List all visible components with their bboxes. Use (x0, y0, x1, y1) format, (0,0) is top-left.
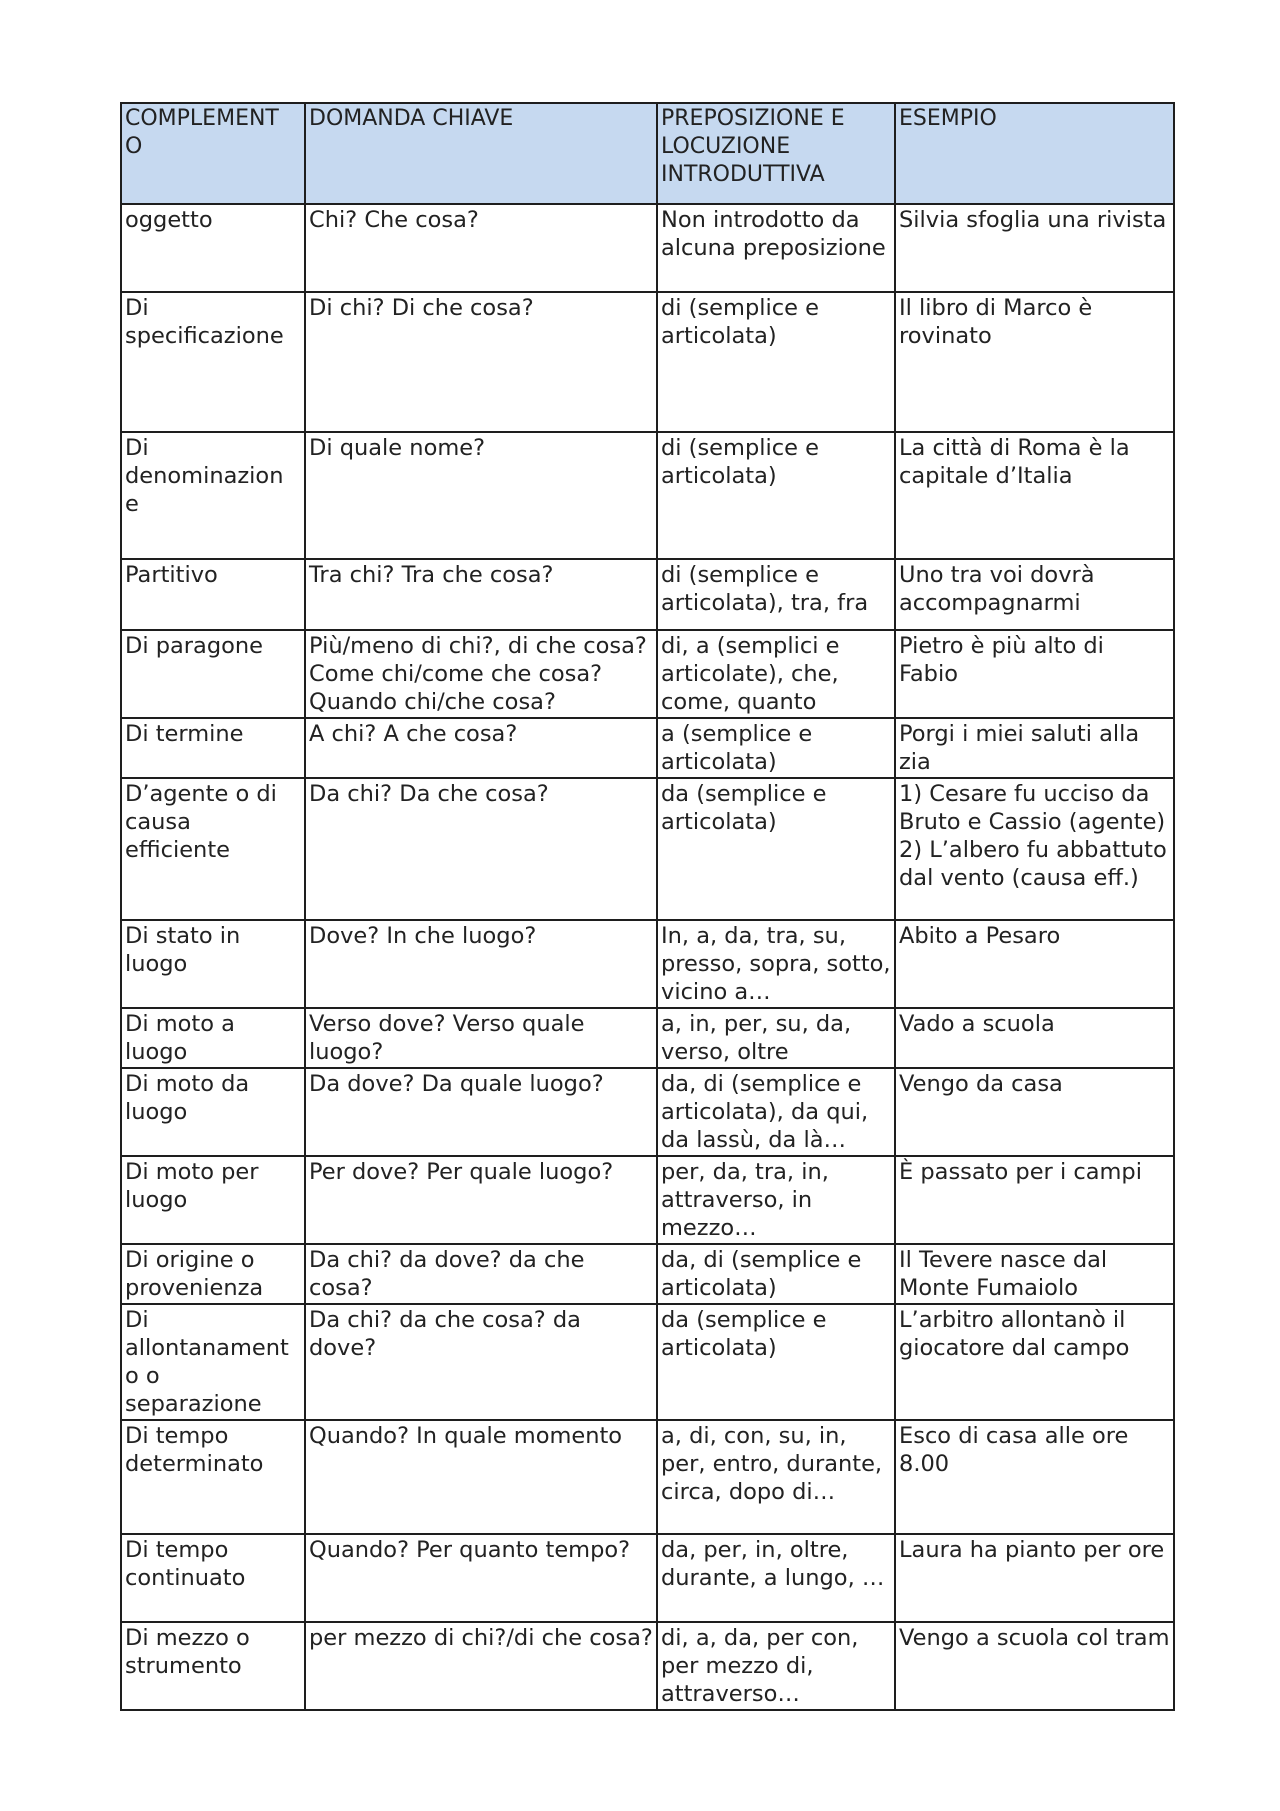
table-row (121, 718, 1174, 778)
table-row (121, 778, 1174, 920)
header-esempio: ESEMPIO (895, 103, 1174, 204)
cell-complemento: oggetto (121, 204, 305, 292)
cell-esempio: 1) Cesare fu ucciso da Bruto e Cassio (agente) 2) L’albero fu abbattuto dal vento (causa eff.) (895, 778, 1174, 920)
cell-preposizione: di, a (semplici e articolate), che, come, quanto (657, 630, 895, 718)
cell-complemento: Di origine o provenienza (121, 1244, 305, 1304)
cell-esempio: Vado a scuola (895, 1008, 1174, 1068)
cell-complemento: Di termine (121, 718, 305, 778)
cell-preposizione: da, di (semplice e articolata), da qui, da lassù, da là… (657, 1068, 895, 1156)
cell-esempio: Il libro di Marco è rovinato (895, 292, 1174, 432)
cell-esempio: Silvia sfoglia una rivista (895, 204, 1174, 292)
cell-esempio: La città di Roma è la capitale d’Italia (895, 432, 1174, 559)
cell-domanda: Da dove? Da quale luogo? (305, 1068, 657, 1156)
cell-preposizione: per, da, tra, in, attraverso, in mezzo… (657, 1156, 895, 1244)
cell-preposizione: da, di (semplice e articolata) (657, 1244, 895, 1304)
cell-esempio: Vengo a scuola col tram (895, 1622, 1174, 1710)
cell-preposizione: di, a, da, per con, per mezzo di, attraverso… (657, 1622, 895, 1710)
cell-esempio: Porgi i miei saluti alla zia (895, 718, 1174, 778)
cell-complemento: Partitivo (121, 559, 305, 630)
table-row (121, 1244, 1174, 1304)
cell-preposizione: da, per, in, oltre, durante, a lungo, … (657, 1534, 895, 1622)
table-row (121, 1068, 1174, 1156)
cell-domanda: per mezzo di chi?/di che cosa? (305, 1622, 657, 1710)
header-complemento: COMPLEMENT O (121, 103, 305, 204)
table-row (121, 920, 1174, 1008)
cell-preposizione: di (semplice e articolata) (657, 292, 895, 432)
cell-domanda: Verso dove? Verso quale luogo? (305, 1008, 657, 1068)
header-row (121, 103, 1174, 204)
cell-complemento: Di moto da luogo (121, 1068, 305, 1156)
cell-domanda: Da chi? Da che cosa? (305, 778, 657, 920)
cell-complemento: Di moto per luogo (121, 1156, 305, 1244)
table-row (121, 1156, 1174, 1244)
cell-complemento: Di moto a luogo (121, 1008, 305, 1068)
table-row (121, 1420, 1174, 1534)
table-row (121, 1622, 1174, 1710)
table-row (121, 1534, 1174, 1622)
cell-complemento: Di denominazion e (121, 432, 305, 559)
cell-preposizione: Non introdotto da alcuna preposizione (657, 204, 895, 292)
cell-preposizione: a, di, con, su, in, per, entro, durante, circa, dopo di… (657, 1420, 895, 1534)
cell-preposizione: a, in, per, su, da, verso, oltre (657, 1008, 895, 1068)
cell-domanda: Tra chi? Tra che cosa? (305, 559, 657, 630)
cell-preposizione: di (semplice e articolata) (657, 432, 895, 559)
cell-preposizione: di (semplice e articolata), tra, fra (657, 559, 895, 630)
cell-complemento: Di allontanament o o separazione (121, 1304, 305, 1420)
cell-preposizione: In, a, da, tra, su, presso, sopra, sotto, vicino a… (657, 920, 895, 1008)
table-row (121, 1304, 1174, 1420)
table-row (121, 432, 1174, 559)
table-row (121, 559, 1174, 630)
cell-esempio: Uno tra voi dovrà accompagnarmi (895, 559, 1174, 630)
cell-complemento: Di tempo determinato (121, 1420, 305, 1534)
complementi-table (120, 102, 1175, 1711)
cell-domanda: Da chi? da che cosa? da dove? (305, 1304, 657, 1420)
cell-complemento: Di specificazione (121, 292, 305, 432)
header-domanda-chiave: DOMANDA CHIAVE (305, 103, 657, 204)
cell-domanda: Quando? In quale momento (305, 1420, 657, 1534)
cell-domanda: Chi? Che cosa? (305, 204, 657, 292)
table-body (121, 204, 1174, 1710)
cell-esempio: Esco di casa alle ore 8.00 (895, 1420, 1174, 1534)
cell-esempio: Il Tevere nasce dal Monte Fumaiolo (895, 1244, 1174, 1304)
table-row (121, 630, 1174, 718)
cell-esempio: Pietro è più alto di Fabio (895, 630, 1174, 718)
cell-esempio: È passato per i campi (895, 1156, 1174, 1244)
cell-complemento: Di stato in luogo (121, 920, 305, 1008)
table-row (121, 204, 1174, 292)
cell-esempio: Abito a Pesaro (895, 920, 1174, 1008)
cell-complemento: D’agente o di causa efficiente (121, 778, 305, 920)
cell-preposizione: a (semplice e articolata) (657, 718, 895, 778)
cell-esempio: Vengo da casa (895, 1068, 1174, 1156)
table-row (121, 1008, 1174, 1068)
cell-domanda: Più/meno di chi?, di che cosa? Come chi/come che cosa? Quando chi/che cosa? (305, 630, 657, 718)
cell-domanda: Per dove? Per quale luogo? (305, 1156, 657, 1244)
cell-domanda: Di chi? Di che cosa? (305, 292, 657, 432)
cell-domanda: A chi? A che cosa? (305, 718, 657, 778)
cell-preposizione: da (semplice e articolata) (657, 1304, 895, 1420)
cell-esempio: L’arbitro allontanò il giocatore dal campo (895, 1304, 1174, 1420)
cell-domanda: Dove? In che luogo? (305, 920, 657, 1008)
cell-complemento: Di mezzo o strumento (121, 1622, 305, 1710)
cell-esempio: Laura ha pianto per ore (895, 1534, 1174, 1622)
cell-complemento: Di tempo continuato (121, 1534, 305, 1622)
cell-complemento: Di paragone (121, 630, 305, 718)
table-header (121, 103, 1174, 204)
header-preposizione: PREPOSIZIONE E LOCUZIONE INTRODUTTIVA (657, 103, 895, 204)
cell-preposizione: da (semplice e articolata) (657, 778, 895, 920)
table-row (121, 292, 1174, 432)
cell-domanda: Di quale nome? (305, 432, 657, 559)
cell-domanda: Quando? Per quanto tempo? (305, 1534, 657, 1622)
cell-domanda: Da chi? da dove? da che cosa? (305, 1244, 657, 1304)
